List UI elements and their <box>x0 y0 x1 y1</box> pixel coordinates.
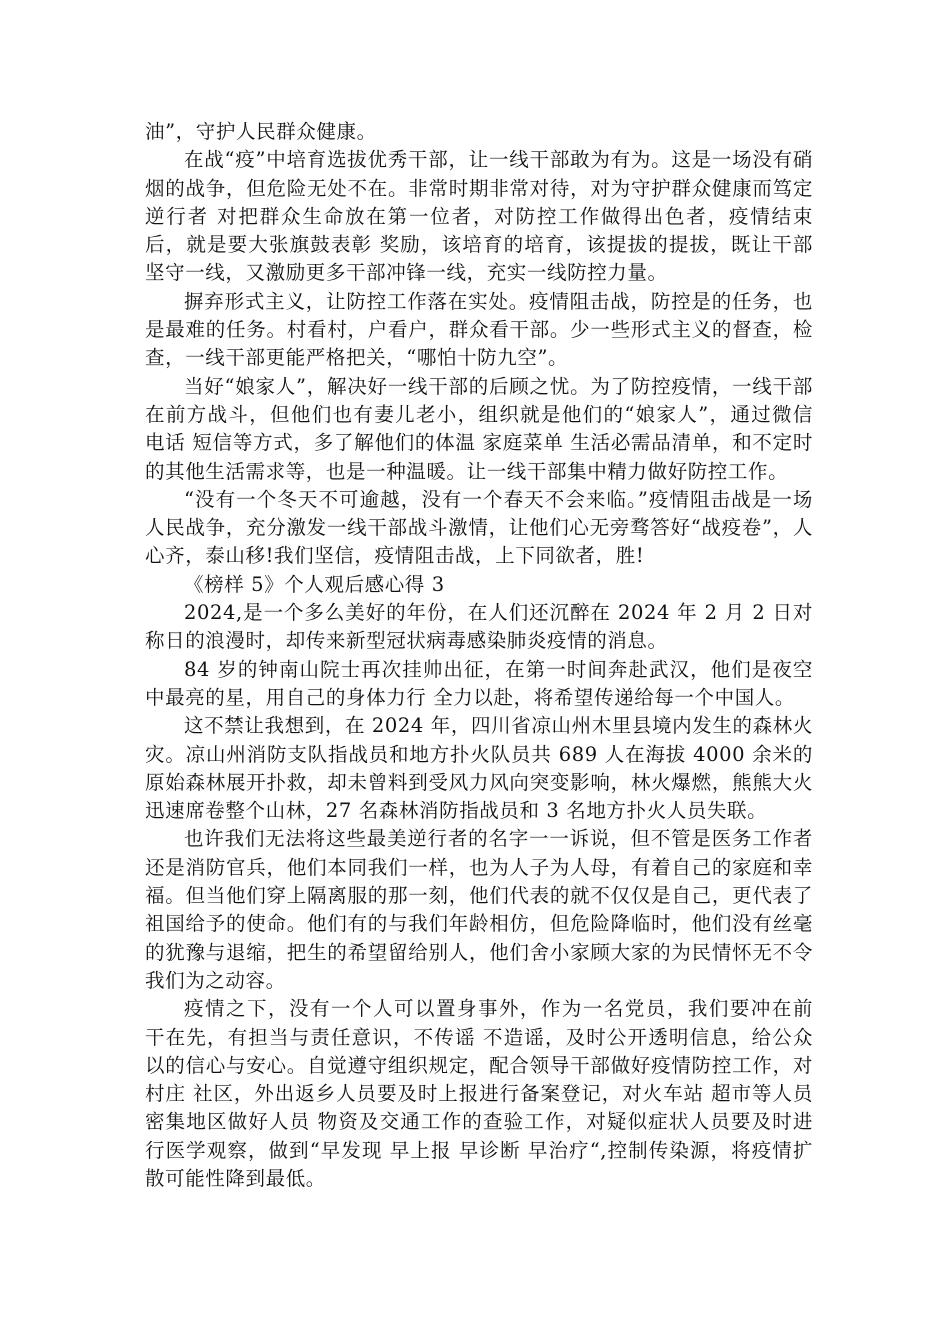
section-heading: 《榜样 5》个人观后感心得 3 <box>184 572 445 596</box>
paragraph-winter-quote: “没有一个冬天不可逾越，没有一个春天不会来临。”疫情阻击战是一场人民战争，充分激发一线干部战斗激情，让他们心无旁骛答好“战疫卷”，人心齐，泰山移!我们坚信，疫情阻击战，上下同欲者，胜! <box>145 487 813 568</box>
paragraph-cadre-selection: 在战“疫”中培育选拔优秀干部，让一线干部敢为有为。这是一场没有硝烟的战争，但危险无处不在。非常时期非常对待，对为守护群众健康而笃定逆行者 对把群众生命放在第一位者，对防控工作做得出色者，疫情结束后，就是要大张旗鼓表彰 奖励，该培育的培育，该提拔的提拔，既让干部坚守一线，又激励更多干部冲锋一线，充实一线防控力量。 <box>145 148 813 285</box>
paragraph-retrogrades: 也许我们无法将这些最美逆行者的名字一一诉说，但不管是医务工作者还是消防官兵，他们本同我们一样，也为人子为人母，有着自己的家庭和幸福。但当他们穿上隔离服的那一刻，他们代表的就不仅仅是自己，更代表了祖国给予的使命。他们有的与我们年龄相仿，但危险降临时，他们没有丝毫的犹豫与退缩，把生的希望留给别人，他们舍小家顾大家的为民情怀无不令我们为之动容。 <box>145 827 813 992</box>
paragraph-zhong-nanshan: 84 岁的钟南山院士再次挂帅出征，在第一时间奔赴武汉，他们是夜空中最亮的星，用自己的身体力行 全力以赴，将希望传递给每一个中国人。 <box>145 657 813 709</box>
paragraph-continuation: 油”，守护人民群众健康。 <box>145 120 377 143</box>
document-body <box>145 118 813 1193</box>
paragraph-party-member: 疫情之下，没有一个人可以置身事外，作为一名党员，我们要冲在前 干在先，有担当与责任意识，不传谣 不造谣，及时公开透明信息，给公众以的信心与安心。自觉遵守组织规定，配合领导干部做好疫情防控工作，对村庄 社区，外出返乡人员要及时上报进行备案登记，对火车站 超市等人员密集地区做好人员 物资及交通工作的查验工作，对疑似症状人员要及时进行医学观察，做到“早发现 早上报 早诊断 早治疗“,控制传染源，将疫情扩散可能性降到最低。 <box>145 997 813 1190</box>
paragraph-forest-fire: 这不禁让我想到，在 2024 年，四川省凉山州木里县境内发生的森林火灾。凉山州消防支队指战员和地方扑火队员共 689 人在海拔 4000 余米的原始森林展开扑救，却未曾料到受风力风向突变影响，林火爆燃，熊熊大火迅速席卷整个山林，27 名森林消防指战员和 3 名地方扑火人员失联。 <box>145 714 813 823</box>
paragraph-2024-intro: 2024,是一个多么美好的年份，在人们还沉醉在 2024 年 2 月 2 日对称日的浪漫时，却传来新型冠状病毒感染肺炎疫情的消息。 <box>145 601 813 653</box>
paragraph-family-support: 当好“娘家人”，解决好一线干部的后顾之忧。为了防控疫情，一线干部在前方战斗，但他们也有妻儿老小，组织就是他们的“娘家人”，通过微信 电话 短信等方式，多了解他们的体温 家庭菜单 生活必需品清单，和不定时的其他生活需求等，也是一种温暖。让一线干部集中精力做好防控工作。 <box>145 374 813 483</box>
paragraph-formalism: 摒弃形式主义，让防控工作落在实处。疫情阻击战，防控是的任务，也是最难的任务。村看村，户看户，群众看干部。少一些形式主义的督查，检查，一线干部更能严格把关，“哪怕十防九空”。 <box>145 289 813 370</box>
